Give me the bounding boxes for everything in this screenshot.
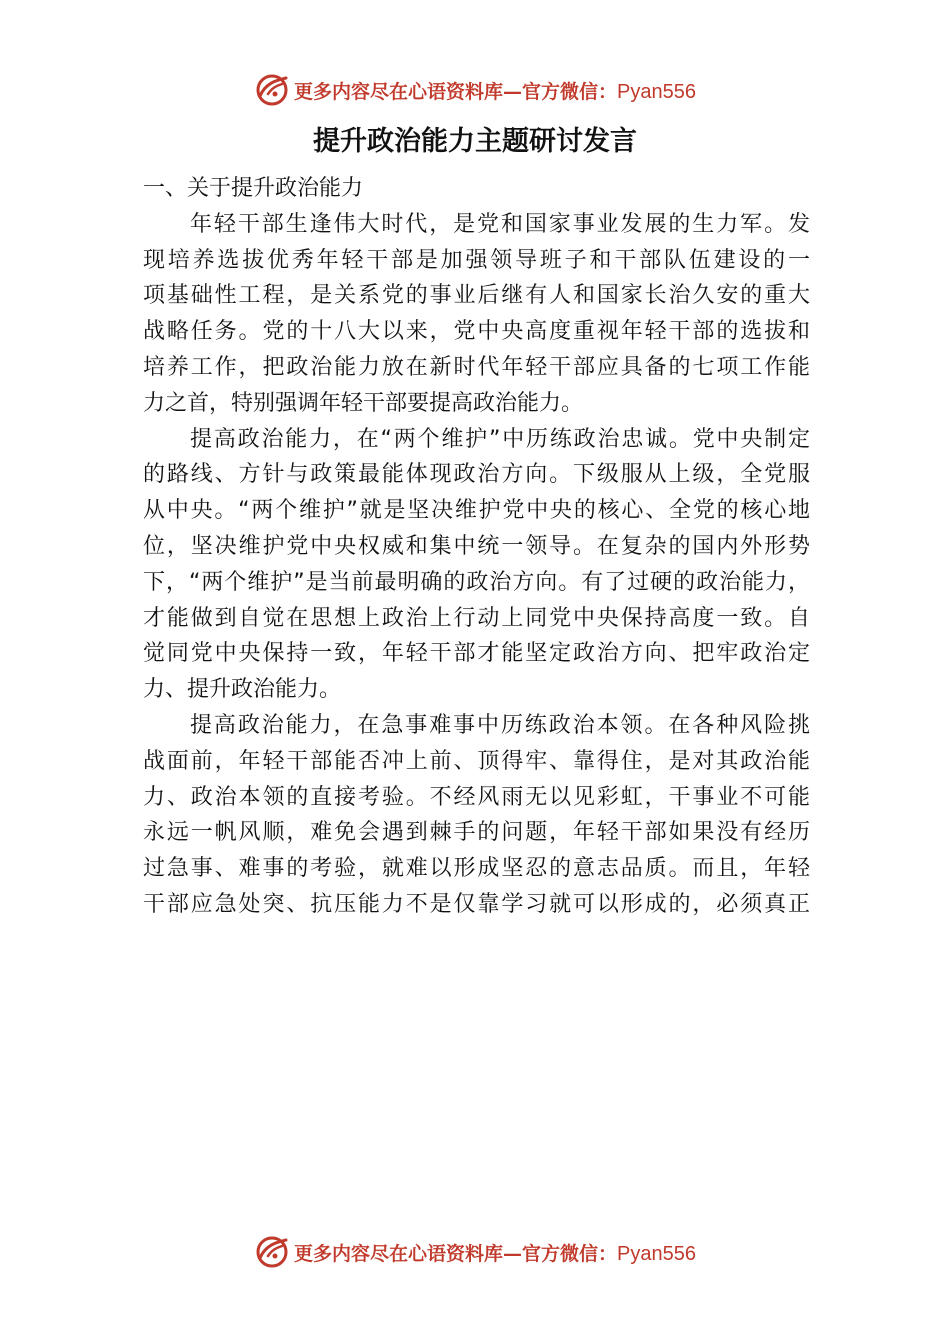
paragraph-line: 下，“两个维护”是当前最明确的政治方向。有了过硬的政治能力， — [143, 569, 810, 595]
paragraph-line: 提高政治能力，在“两个维护”中历练政治忠诚。党中央制定 — [190, 426, 810, 452]
paragraph-3 — [143, 708, 810, 923]
footer-watermark — [0, 1232, 950, 1272]
paragraph-line: 力之首，特别强调年轻干部要提高政治能力。 — [143, 390, 584, 416]
paragraph-line: 项基础性工程，是关系党的事业后继有人和国家长治久安的重大 — [143, 283, 810, 309]
paragraph-line: 过急事、难事的考验，就难以形成坚忍的意志品质。而且，年轻 — [143, 856, 810, 882]
paragraph-line: 位，坚决维护党中央权威和集中统一领导。在复杂的国内外形势 — [143, 533, 810, 559]
paragraph-line: 力、提升政治能力。 — [143, 677, 342, 703]
paragraph-line: 干部应急处突、抗压能力不是仅靠学习就可以形成的，必须真正 — [143, 891, 810, 917]
logo-icon — [254, 1234, 290, 1270]
watermark-label: 更多内容尽在心语资料库—官方微信： — [294, 80, 618, 103]
paragraph-line: 提高政治能力，在急事难事中历练政治本领。在各种风险挑 — [190, 712, 810, 738]
paragraph-line: 永远一帆风顺，难免会遇到棘手的问题，年轻干部如果没有经历 — [143, 820, 810, 846]
header-watermark — [0, 70, 950, 110]
paragraph-line: 的路线、方针与政策最能体现政治方向。下级服从上级，全党服 — [143, 462, 810, 488]
paragraph-line: 年轻干部生逢伟大时代，是党和国家事业发展的生力军。发 — [190, 211, 810, 237]
paragraph-line: 现培养选拔优秀年轻干部是加强领导班子和干部队伍建设的一 — [143, 247, 810, 273]
paragraph-line: 才能做到自觉在思想上政治上行动上同党中央保持高度一致。自 — [143, 605, 810, 631]
watermark-wechat-id: Pyan556 — [617, 80, 696, 103]
paragraph-line: 战面前，年轻干部能否冲上前、顶得牢、靠得住，是对其政治能 — [143, 748, 810, 774]
watermark-text — [294, 1239, 696, 1266]
section-heading: 一、关于提升政治能力 — [143, 176, 364, 201]
logo-icon — [254, 72, 290, 108]
paragraph-line: 力、政治本领的直接考验。不经风雨无以见彩虹，干事业不可能 — [143, 784, 810, 810]
paragraph-line: 觉同党中央保持一致，年轻干部才能坚定政治方向、把牢政治定 — [143, 641, 810, 667]
paragraph-1 — [143, 207, 810, 422]
paragraph-2 — [143, 422, 810, 708]
paragraph-line: 从中央。“两个维护”就是坚决维护党中央的核心、全党的核心地 — [143, 498, 810, 524]
document-body — [143, 171, 810, 923]
paragraph-line: 战略任务。党的十八大以来，党中央高度重视年轻干部的选拔和 — [143, 319, 810, 345]
watermark-text — [294, 77, 696, 104]
paragraph-line: 培养工作，把政治能力放在新时代年轻干部应具备的七项工作能 — [143, 354, 810, 380]
document-title: 提升政治能力主题研讨发言 — [313, 126, 637, 157]
watermark-wechat-id: Pyan556 — [617, 1242, 696, 1265]
watermark-label: 更多内容尽在心语资料库—官方微信： — [294, 1242, 618, 1265]
